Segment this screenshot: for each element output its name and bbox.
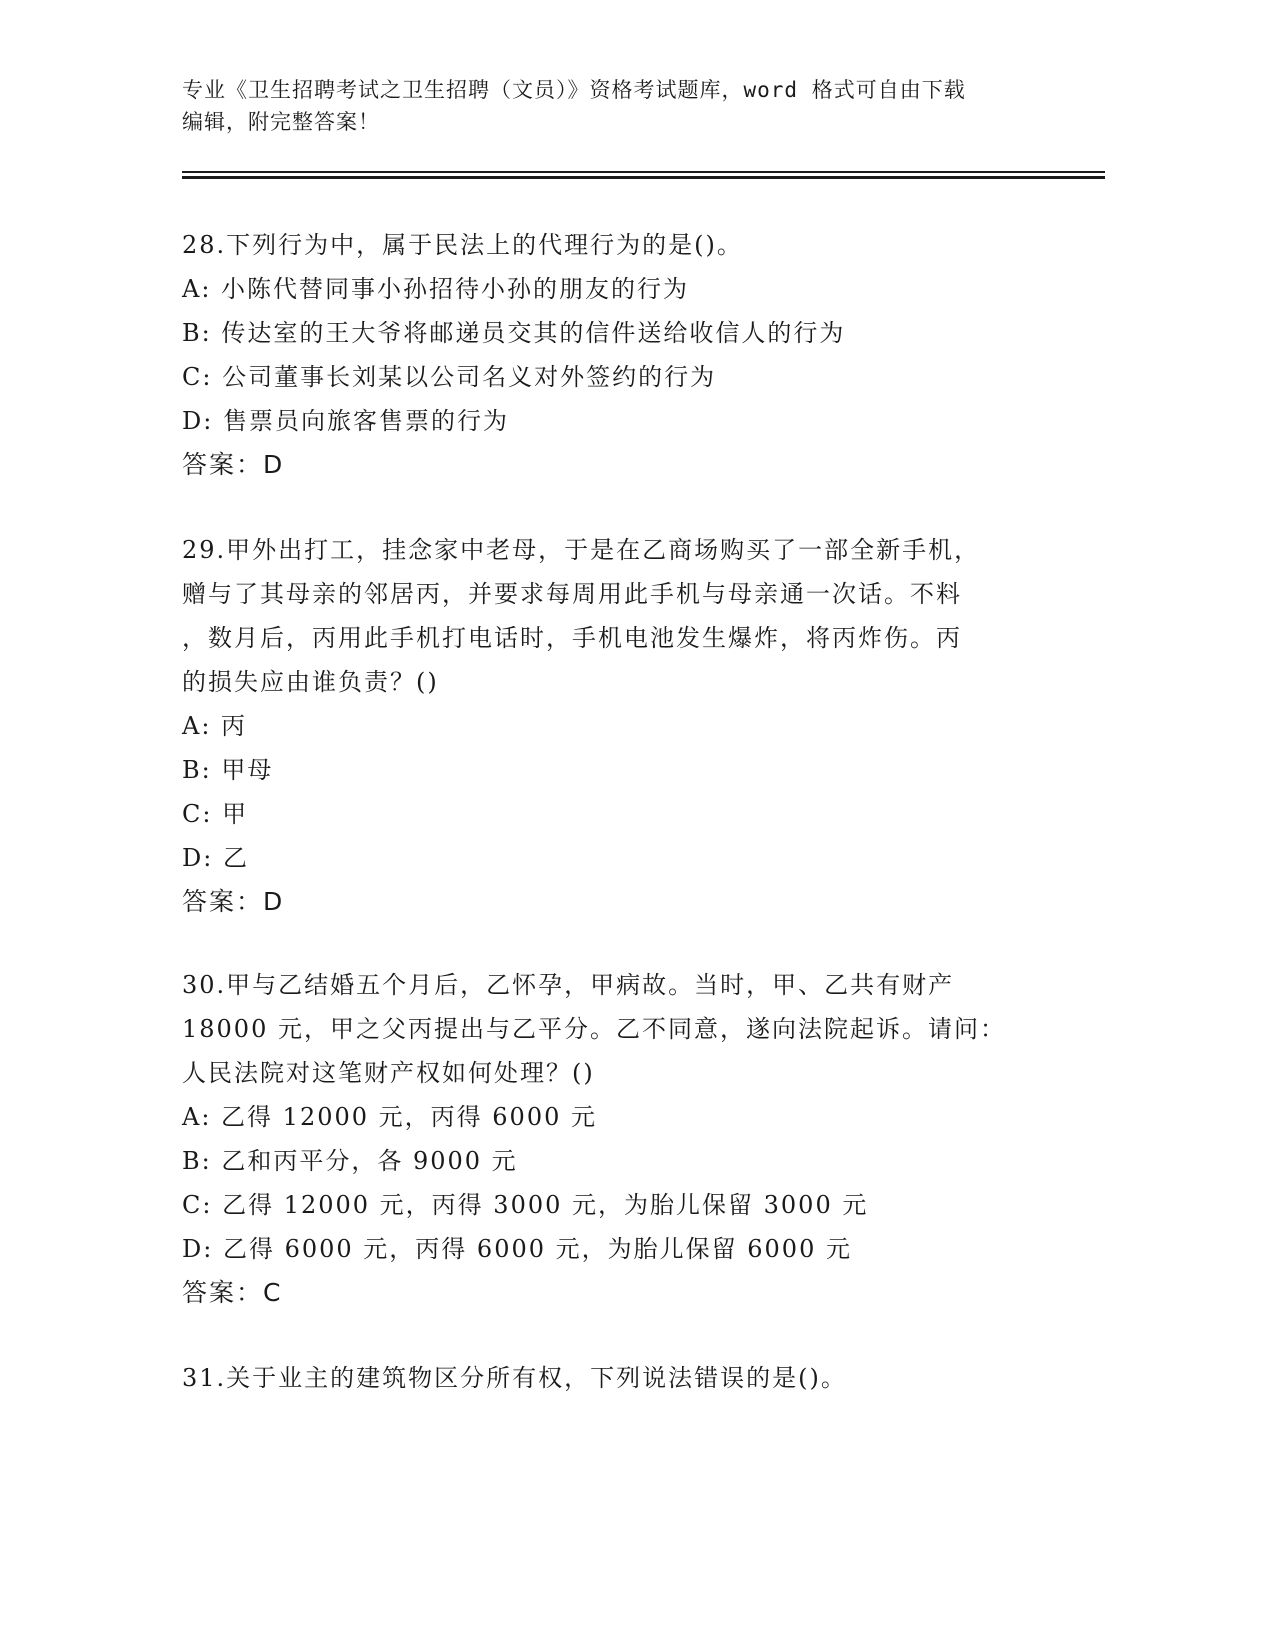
option-c: C: 甲: [182, 800, 249, 828]
option-b: B: 甲母: [182, 756, 274, 784]
header-line-1: 专业《卫生招聘考试之卫生招聘（文员）》资格考试题库，word 格式可自由下载: [182, 78, 966, 102]
question-stem: 28.下列行为中，属于民法上的代理行为的是()。: [182, 231, 743, 259]
question-stem: 人民法院对这笔财产权如何处理？(): [182, 1059, 595, 1087]
question-28: [182, 223, 1062, 487]
option-a: A: 小陈代替同事小孙招待小孙的朋友的行为: [182, 275, 690, 303]
option-b: B: 乙和丙平分，各 9000 元: [182, 1147, 518, 1175]
question-31: [182, 1356, 1062, 1400]
option-d: D: 乙: [182, 844, 249, 872]
question-stem: 赠与了其母亲的邻居丙，并要求每周用此手机与母亲通一次话。不料: [182, 580, 962, 608]
option-c: C: 公司董事长刘某以公司名义对外签约的行为: [182, 363, 717, 391]
question-stem: 31.关于业主的建筑物区分所有权，下列说法错误的是()。: [182, 1364, 847, 1392]
answer: 答案：D: [182, 887, 285, 916]
header-line-2: 编辑，附完整答案！: [182, 110, 380, 134]
header-divider-thick: [182, 176, 1105, 179]
question-stem: ，数月后，丙用此手机打电话时，手机电池发生爆炸，将丙炸伤。丙: [182, 624, 962, 652]
question-29: [182, 528, 1062, 924]
question-stem: 30.甲与乙结婚五个月后，乙怀孕，甲病故。当时，甲、乙共有财产: [182, 971, 955, 999]
option-d: D: 售票员向旅客售票的行为: [182, 407, 509, 435]
question-stem: 的损失应由谁负责？(): [182, 668, 439, 696]
document-header: [182, 74, 1062, 138]
option-c: C: 乙得 12000 元，丙得 3000 元，为胎儿保留 3000 元: [182, 1191, 869, 1219]
answer: 答案：D: [182, 450, 285, 479]
answer: 答案：C: [182, 1278, 283, 1307]
option-a: A: 丙: [182, 712, 248, 740]
question-30: [182, 963, 1062, 1315]
question-stem: 29.甲外出打工，挂念家中老母，于是在乙商场购买了一部全新手机，: [182, 536, 981, 564]
option-b: B: 传达室的王大爷将邮递员交其的信件送给收信人的行为: [182, 319, 846, 347]
option-d: D: 乙得 6000 元，丙得 6000 元，为胎儿保留 6000 元: [182, 1235, 852, 1263]
question-stem: 18000 元，甲之父丙提出与乙平分。乙不同意，遂向法院起诉。请问：: [182, 1015, 1006, 1043]
header-divider-thin: [182, 171, 1105, 173]
option-a: A: 乙得 12000 元，丙得 6000 元: [182, 1103, 597, 1131]
